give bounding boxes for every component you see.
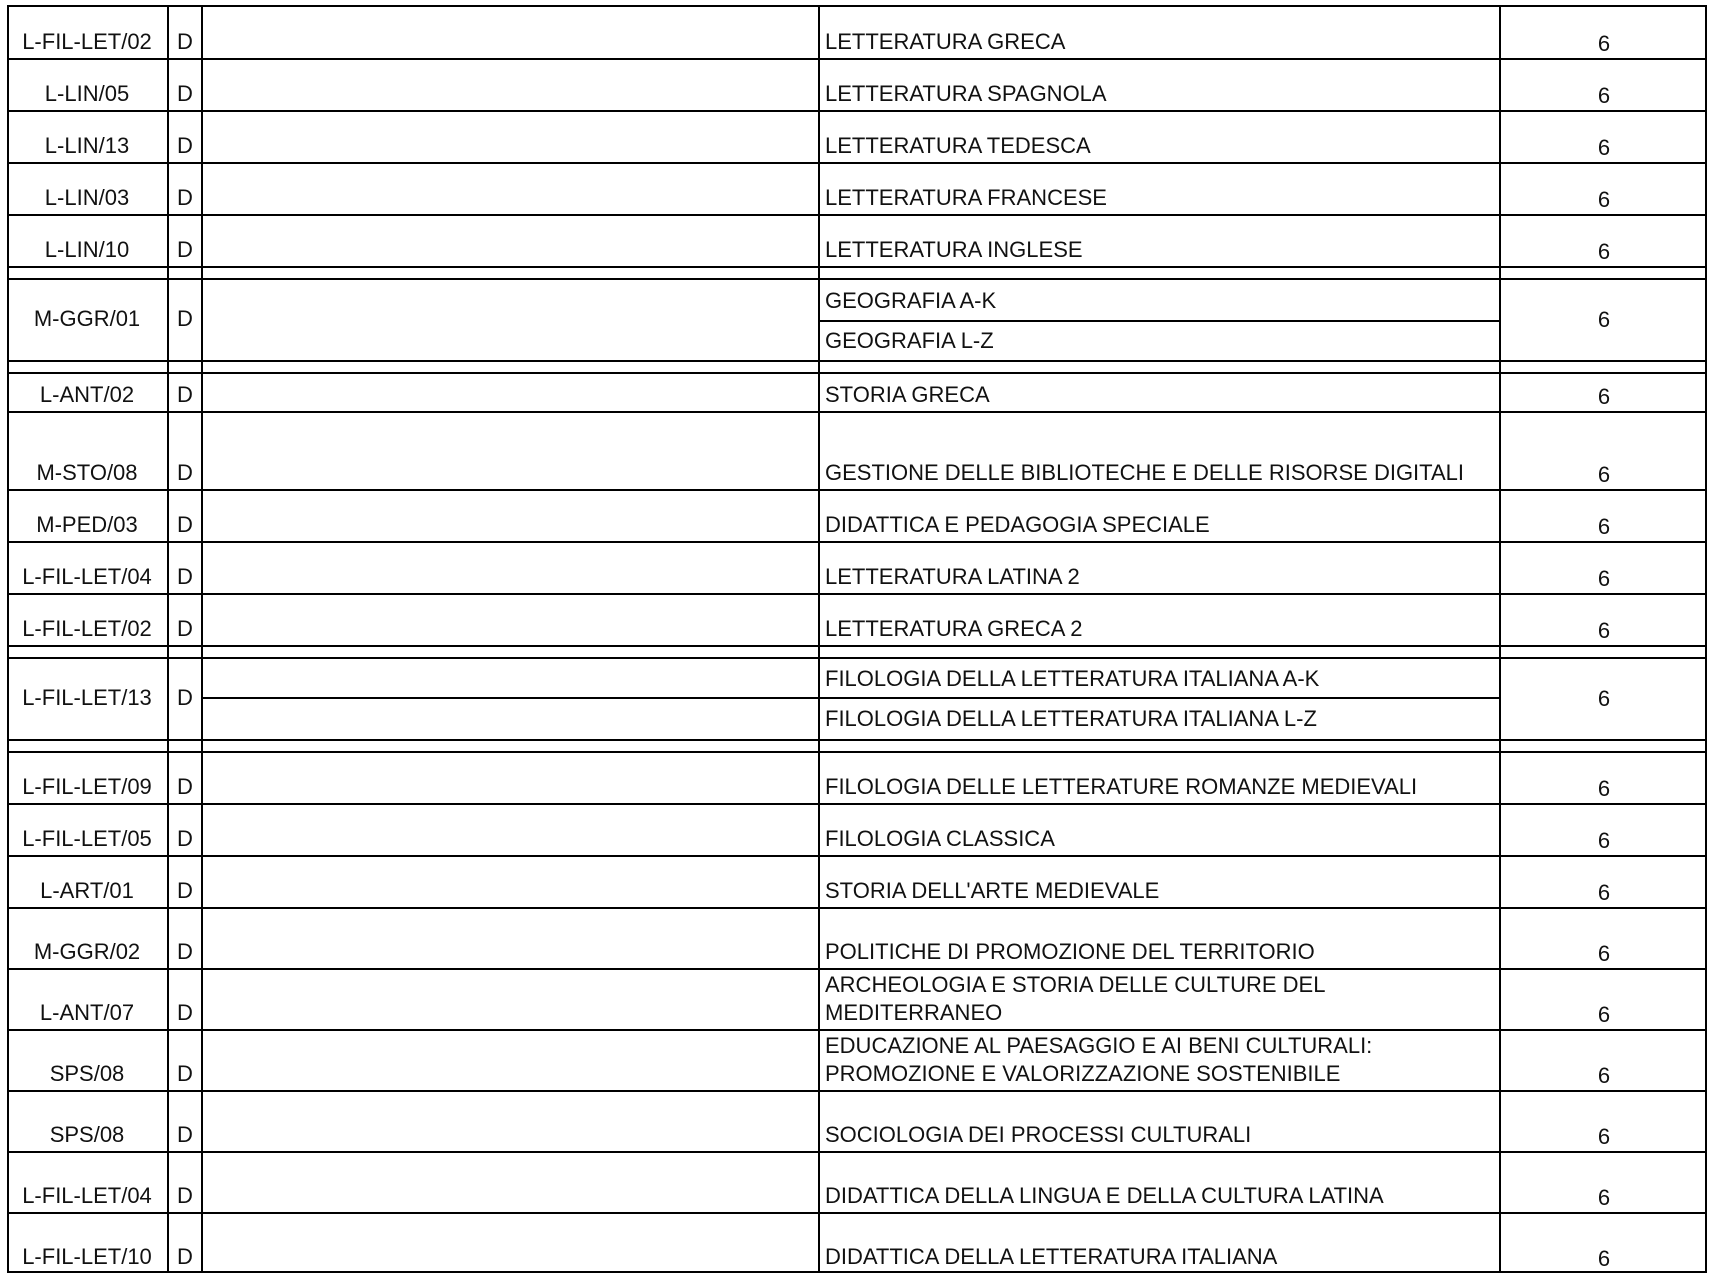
course-code-cell (7, 491, 169, 541)
course-credits-cell (1501, 1214, 1707, 1273)
table-row (7, 1029, 1707, 1090)
separator-cell (820, 362, 1501, 372)
course-name: FILOLOGIA CLASSICA (825, 826, 1055, 851)
course-credits-cell (1501, 491, 1707, 541)
course-name (820, 322, 1501, 360)
course-credits: 6 (1597, 135, 1611, 160)
course-code: SPS/08 (49, 1061, 125, 1086)
course-credits: 6 (1597, 941, 1611, 966)
course-type-cell (169, 857, 203, 907)
course-credits-cell (1501, 805, 1707, 855)
row-divider (203, 697, 820, 699)
course-name: EDUCAZIONE AL PAESAGGIO E AI BENI CULTURALI: PROMOZIONE E VALORIZZAZIONE SOSTENIBILE (825, 1033, 1373, 1086)
course-type-cell (169, 1214, 203, 1273)
course-name: LETTERATURA GRECA (825, 29, 1066, 54)
course-name: DIDATTICA DELLA LETTERATURA ITALIANA (825, 1244, 1278, 1269)
course-name: LETTERATURA TEDESCA (825, 133, 1091, 158)
course-name-cell (820, 857, 1501, 907)
course-credits-cell (1501, 413, 1707, 489)
table-row (7, 907, 1707, 968)
course-type-cell (169, 491, 203, 541)
course-name: STORIA GRECA (825, 382, 990, 407)
course-code: L-LIN/10 (44, 237, 130, 262)
course-name: GESTIONE DELLE BIBLIOTECHE E DELLE RISORSE DIGITALI (825, 460, 1464, 485)
table-row (7, 1090, 1707, 1151)
course-type-cell (169, 280, 203, 360)
course-credits: 6 (1597, 566, 1611, 591)
course-credits: 6 (1597, 462, 1611, 487)
table-row (7, 110, 1707, 162)
course-code-cell (7, 413, 169, 489)
table-row (7, 411, 1707, 489)
separator-cell (169, 647, 203, 657)
course-type-cell (169, 413, 203, 489)
course-credits-cell (1501, 1153, 1707, 1212)
separator-cell (7, 647, 169, 657)
separator-cell (203, 362, 820, 372)
course-code: L-FIL-LET/02 (22, 29, 152, 54)
course-type: D (177, 382, 193, 407)
empty-cell (203, 280, 820, 360)
empty-cell (203, 413, 820, 489)
course-name: DIDATTICA DELLA LINGUA E DELLA CULTURA LATINA (825, 1183, 1384, 1208)
course-credits-cell (1501, 216, 1707, 266)
course-code: L-FIL-LET/10 (22, 1244, 152, 1269)
course-code: L-FIL-LET/05 (22, 826, 152, 851)
course-credits-cell (1501, 909, 1707, 968)
course-code-cell (7, 909, 169, 968)
course-credits: 6 (1597, 307, 1611, 332)
course-credits-cell (1501, 164, 1707, 214)
course-credits: 6 (1597, 187, 1611, 212)
course-type-cell (169, 543, 203, 593)
course-type: D (177, 460, 193, 485)
course-code-cell (7, 60, 169, 110)
course-code-cell (7, 595, 169, 645)
course-code: M-GGR/01 (33, 306, 141, 331)
course-name-cell (820, 595, 1501, 645)
table-row (7, 1151, 1707, 1212)
course-type-cell (169, 374, 203, 411)
course-code: L-FIL-LET/02 (22, 616, 152, 641)
empty-cell (203, 7, 820, 58)
course-credits: 6 (1597, 1246, 1611, 1271)
course-name: LETTERATURA FRANCESE (825, 185, 1107, 210)
course-name: LETTERATURA SPAGNOLA (825, 81, 1107, 106)
course-name-cell (820, 491, 1501, 541)
table-row (7, 657, 1707, 739)
course-code: L-LIN/03 (44, 185, 130, 210)
course-credits-cell (1501, 112, 1707, 162)
course-type: D (177, 29, 193, 54)
course-credits-cell (1501, 753, 1707, 803)
course-type-cell (169, 595, 203, 645)
course-credits: 6 (1597, 618, 1611, 643)
separator-cell (169, 268, 203, 278)
course-credits-cell (1501, 1092, 1707, 1151)
course-type-cell (169, 659, 203, 739)
course-name: SOCIOLOGIA DEI PROCESSI CULTURALI (825, 1122, 1252, 1147)
course-credits: 6 (1597, 83, 1611, 108)
separator-cell (820, 647, 1501, 657)
course-type-cell (169, 970, 203, 1029)
separator-cell (203, 268, 820, 278)
course-type: D (177, 1000, 193, 1025)
table-row (7, 968, 1707, 1029)
course-type: D (177, 878, 193, 903)
course-name: POLITICHE DI PROMOZIONE DEL TERRITORIO (825, 939, 1315, 964)
course-type: D (177, 237, 193, 262)
course-credits-cell (1501, 970, 1707, 1029)
table-row (7, 5, 1707, 58)
course-name: LETTERATURA GRECA 2 (825, 616, 1083, 641)
course-type: D (177, 564, 193, 589)
course-type-cell (169, 60, 203, 110)
empty-cell (203, 659, 820, 739)
course-type: D (177, 81, 193, 106)
course-code-cell (7, 1153, 169, 1212)
table-row (7, 372, 1707, 411)
course-name-text: FILOLOGIA DELLA LETTERATURA ITALIANA A-K (825, 666, 1320, 691)
course-type: D (177, 774, 193, 799)
empty-cell (203, 595, 820, 645)
empty-cell (203, 970, 820, 1029)
empty-cell (203, 1153, 820, 1212)
course-credits-cell (1501, 7, 1707, 58)
course-code-cell (7, 1031, 169, 1090)
course-type-cell (169, 1153, 203, 1212)
table-row (7, 214, 1707, 266)
table-row (7, 58, 1707, 110)
empty-cell (203, 60, 820, 110)
separator-cell (7, 268, 169, 278)
course-type-cell (169, 1031, 203, 1090)
course-credits-cell (1501, 659, 1707, 739)
course-name-cell (820, 216, 1501, 266)
course-code-cell (7, 753, 169, 803)
course-name-cell (820, 164, 1501, 214)
course-type: D (177, 1244, 193, 1269)
course-code-cell (7, 280, 169, 360)
course-type: D (177, 512, 193, 537)
empty-cell (203, 909, 820, 968)
course-type-cell (169, 216, 203, 266)
course-credits: 6 (1597, 828, 1611, 853)
course-code-cell (7, 805, 169, 855)
course-code: L-LIN/13 (44, 133, 130, 158)
course-name-cell (820, 1031, 1501, 1090)
course-type: D (177, 1061, 193, 1086)
table-row (7, 541, 1707, 593)
table-row (7, 855, 1707, 907)
course-type-cell (169, 753, 203, 803)
table-row (7, 751, 1707, 803)
course-code: L-ANT/02 (39, 382, 135, 407)
empty-cell (203, 805, 820, 855)
course-type: D (177, 826, 193, 851)
course-credits: 6 (1597, 686, 1611, 711)
course-type: D (177, 616, 193, 641)
separator-cell (203, 741, 820, 751)
course-type-cell (169, 164, 203, 214)
separator-cell (820, 268, 1501, 278)
course-type: D (177, 306, 193, 331)
course-code-cell (7, 1214, 169, 1273)
empty-cell (203, 1214, 820, 1273)
empty-cell (203, 491, 820, 541)
course-name-text: FILOLOGIA DELLA LETTERATURA ITALIANA L-Z (825, 706, 1317, 731)
course-type-cell (169, 909, 203, 968)
course-name-cell (820, 374, 1501, 411)
course-type: D (177, 939, 193, 964)
course-name-cell (820, 60, 1501, 110)
course-table (7, 5, 1707, 1273)
course-code-cell (7, 1092, 169, 1151)
course-name-cell (820, 970, 1501, 1029)
course-credits: 6 (1597, 239, 1611, 264)
course-name-cell (820, 1092, 1501, 1151)
course-credits-cell (1501, 374, 1707, 411)
course-credits: 6 (1597, 1063, 1611, 1088)
course-code: M-GGR/02 (33, 939, 141, 964)
course-code: L-FIL-LET/04 (22, 1183, 152, 1208)
course-credits-cell (1501, 280, 1707, 360)
course-name-cell (820, 112, 1501, 162)
separator-cell (820, 741, 1501, 751)
empty-cell (203, 857, 820, 907)
course-name (820, 280, 1501, 322)
table-row (7, 489, 1707, 541)
empty-cell (203, 1092, 820, 1151)
course-code: L-FIL-LET/13 (22, 685, 152, 710)
empty-cell (203, 216, 820, 266)
separator-row (7, 739, 1707, 751)
table-row (7, 278, 1707, 360)
course-code: L-LIN/05 (44, 81, 130, 106)
separator-row (7, 360, 1707, 372)
course-code: L-FIL-LET/04 (22, 564, 152, 589)
course-name-cell (820, 909, 1501, 968)
table-row (7, 1212, 1707, 1273)
course-type: D (177, 685, 193, 710)
course-code-cell (7, 112, 169, 162)
separator-cell (169, 741, 203, 751)
empty-cell (203, 164, 820, 214)
empty-cell (203, 543, 820, 593)
course-code-cell (7, 857, 169, 907)
course-credits-cell (1501, 595, 1707, 645)
course-table-rows (7, 5, 1707, 1273)
empty-cell (203, 374, 820, 411)
empty-cell (203, 753, 820, 803)
separator-row (7, 266, 1707, 278)
course-code: M-PED/03 (36, 512, 138, 537)
course-type: D (177, 185, 193, 210)
separator-cell (7, 741, 169, 751)
empty-cell (203, 1031, 820, 1090)
course-name: LETTERATURA INGLESE (825, 237, 1083, 262)
course-credits: 6 (1597, 880, 1611, 905)
course-name (820, 659, 1501, 699)
course-code-cell (7, 164, 169, 214)
course-name (820, 699, 1501, 739)
separator-row (7, 645, 1707, 657)
course-name-cell (820, 805, 1501, 855)
course-code: M-STO/08 (36, 460, 138, 485)
course-type-cell (169, 805, 203, 855)
course-name: STORIA DELL'ARTE MEDIEVALE (825, 878, 1160, 903)
course-name-text: GEOGRAFIA L-Z (825, 328, 994, 353)
course-name: DIDATTICA E PEDAGOGIA SPECIALE (825, 512, 1210, 537)
course-credits: 6 (1597, 31, 1611, 56)
course-type: D (177, 1183, 193, 1208)
course-name: ARCHEOLOGIA E STORIA DELLE CULTURE DEL MEDITERRANEO (825, 972, 1325, 1025)
course-code-cell (7, 543, 169, 593)
course-name-cell (820, 543, 1501, 593)
course-name-text: GEOGRAFIA A-K (825, 288, 997, 313)
course-code: L-FIL-LET/09 (22, 774, 152, 799)
course-credits: 6 (1597, 776, 1611, 801)
separator-cell (203, 647, 820, 657)
course-credits: 6 (1597, 1185, 1611, 1210)
course-code-cell (7, 659, 169, 739)
course-code-cell (7, 970, 169, 1029)
course-code-cell (7, 7, 169, 58)
table-row (7, 803, 1707, 855)
course-credits: 6 (1597, 384, 1611, 409)
separator-cell (169, 362, 203, 372)
table-row (7, 593, 1707, 645)
course-type: D (177, 133, 193, 158)
course-type-cell (169, 112, 203, 162)
course-credits-cell (1501, 1031, 1707, 1090)
course-credits: 6 (1597, 1124, 1611, 1149)
course-credits-cell (1501, 543, 1707, 593)
course-type: D (177, 1122, 193, 1147)
course-name-cell (820, 7, 1501, 58)
course-credits-cell (1501, 60, 1707, 110)
course-code: L-ANT/07 (39, 1000, 135, 1025)
course-name-cell (820, 753, 1501, 803)
course-code: L-ART/01 (40, 878, 134, 903)
course-name-cell (820, 1214, 1501, 1273)
course-type-cell (169, 1092, 203, 1151)
course-credits: 6 (1597, 514, 1611, 539)
course-credits-cell (1501, 857, 1707, 907)
course-credits: 6 (1597, 1002, 1611, 1027)
separator-cell (7, 362, 169, 372)
course-code-cell (7, 216, 169, 266)
course-name-cell (820, 1153, 1501, 1212)
course-type-cell (169, 7, 203, 58)
course-code: SPS/08 (49, 1122, 125, 1147)
course-name-cell (820, 413, 1501, 489)
course-code-cell (7, 374, 169, 411)
table-row (7, 162, 1707, 214)
empty-cell (203, 112, 820, 162)
course-name: LETTERATURA LATINA 2 (825, 564, 1080, 589)
course-name: FILOLOGIA DELLE LETTERATURE ROMANZE MEDIEVALI (825, 774, 1418, 799)
